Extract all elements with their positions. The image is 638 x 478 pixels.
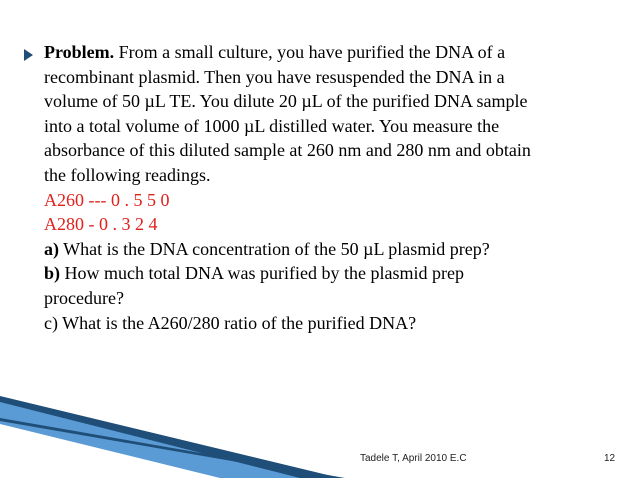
question-c: c) What is the A260/280 ratio of the purified DNA?	[44, 312, 417, 333]
decorative-swoosh	[0, 396, 638, 478]
question-b-line-2: procedure?	[44, 287, 124, 308]
page-number: 12	[604, 453, 616, 464]
question-a	[44, 237, 630, 262]
intro-line-3: volume of 50 µL TE. You dilute 20 µL of the purified DNA sample	[44, 91, 528, 112]
triangle-bullet-icon	[24, 49, 33, 61]
swoosh-thin-line	[0, 418, 345, 478]
problem-heading: Problem.	[44, 42, 115, 62]
question-a-text: What is the DNA concentration of the 50 µL plasmid prep?	[59, 238, 490, 259]
intro-line-2: recombinant plasmid. Then you have resuspended the DNA in a	[44, 66, 505, 87]
intro-line-5: absorbance of this diluted sample at 260 nm and 280 nm and obtain	[44, 140, 531, 161]
intro-line-1	[44, 40, 630, 65]
problem-text	[44, 40, 630, 335]
footer-text: Tadele T, April 2010 E.C	[360, 453, 467, 464]
intro-line-6: the following readings.	[44, 164, 211, 185]
question-a-label: a)	[44, 238, 59, 259]
intro-line-4: into a total volume of 1000 µL distilled water. You measure the	[44, 115, 500, 136]
intro-text: From a small culture, you have purified the DNA of a	[114, 42, 506, 62]
reading-a260: A260 --- 0 . 5 5 0	[44, 189, 170, 210]
question-b-label: b)	[44, 263, 61, 284]
question-b-line-1	[44, 261, 630, 286]
reading-a280: A280 - 0 . 3 2 4	[44, 214, 158, 235]
question-b-text: How much total DNA was purified by the plasmid prep	[60, 263, 464, 284]
